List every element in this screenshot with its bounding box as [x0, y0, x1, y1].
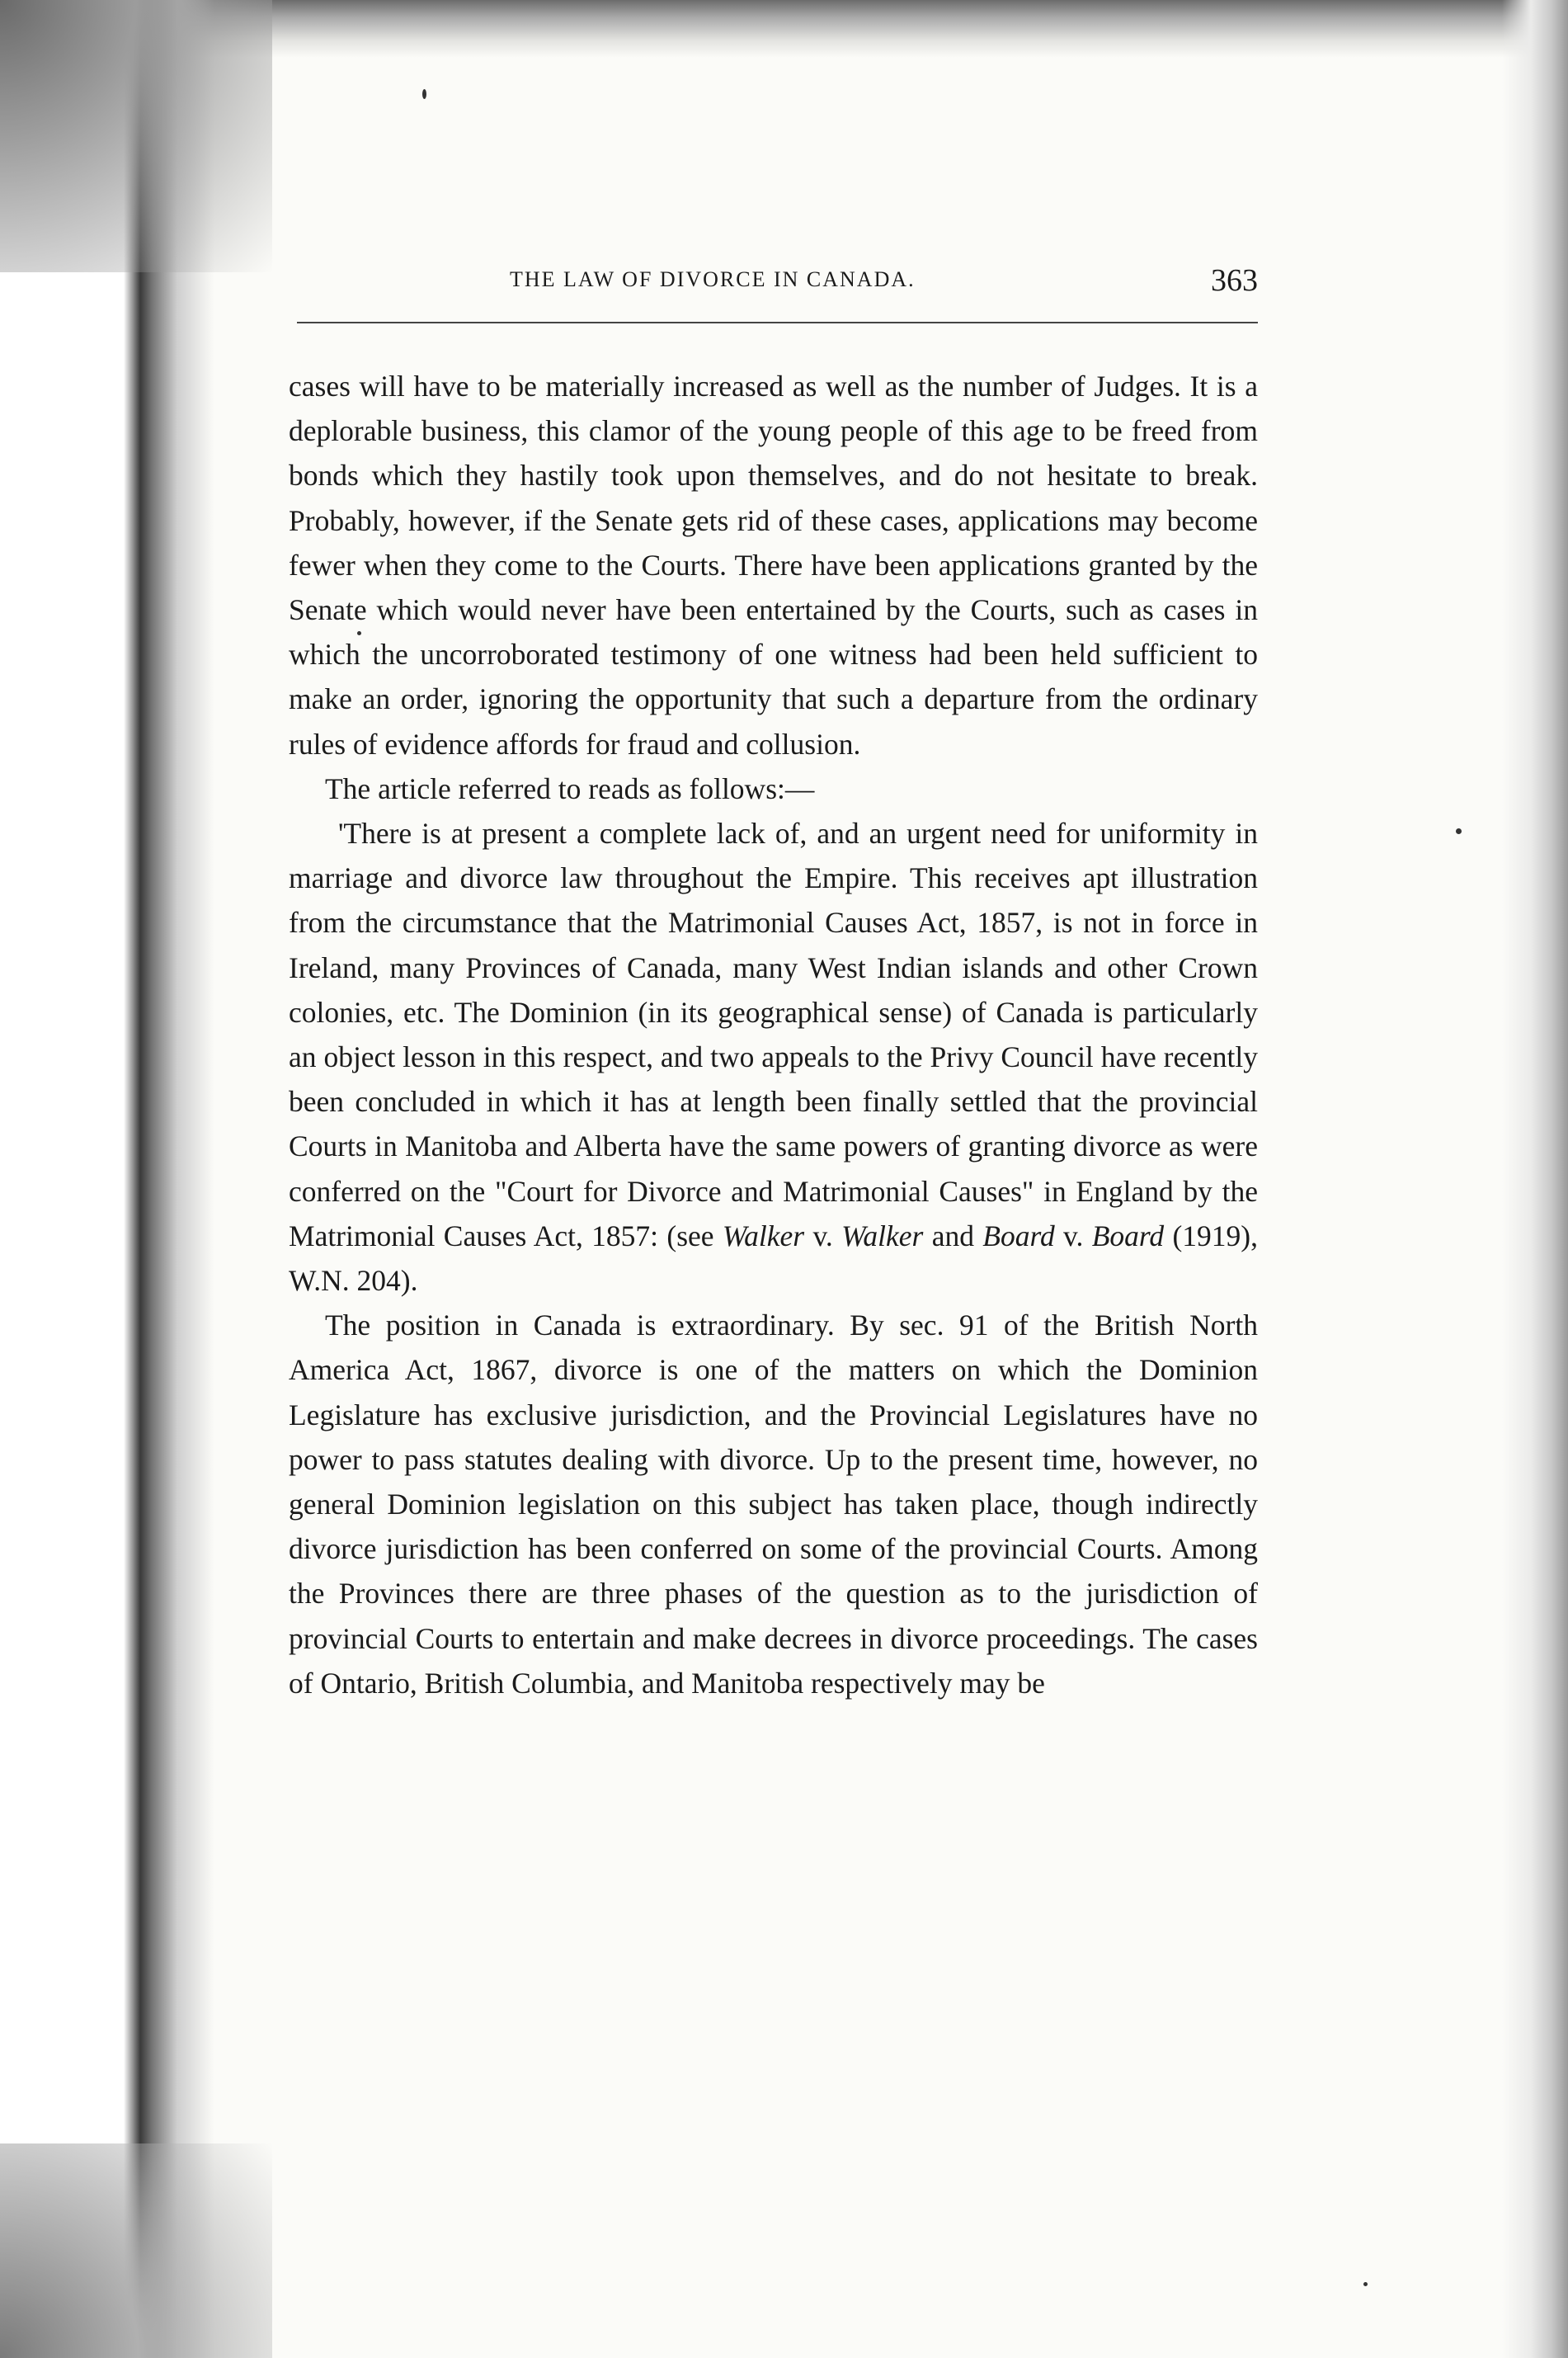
paragraph-continuation: cases will have to be materially increased as well as the number of Judges. It is a deplorable business, this clamor of the young people of this age to be freed from bonds which they hastily took upon themselves, and do not hesitate to break. Probably, however, if the Senate gets rid of these cases, applications may become fewer when they come to the Courts. There have been applications granted by the Senate which would never have been entertained by the Courts, such as cases in which the uncorroborated testimony of one witness had been held sufficient to make an order, ignoring the opportunity that such a departure from the ordinary rules of evidence affords for fraud and collusion. [289, 370, 1258, 761]
page-edge-corner-top [0, 0, 272, 272]
case-name: Board [982, 1219, 1055, 1252]
paragraph-position-in-canada: The position in Canada is extraordinary. By sec. 91 of the British North America Act, 1867, divorce is one of the matters on which the Dominion Legislature has exclusive jurisdiction, and the Provincial Legislatures have no power to pass statutes dealing with divorce. Up to the present time, however, no general Dominion legislation on this subject has taken place, though indirectly divorce jurisdiction has been conferred on some of the provincial Courts. Among the Provinces there are three phases of the question as to the jurisdiction of provincial Courts to entertain and make decrees in divorce proceedings. The cases of Ontario, British Columbia, and Manitoba respectively may be [289, 1309, 1258, 1700]
header-rule [297, 322, 1258, 323]
paragraph-article-intro: The article referred to reads as follows:— [325, 771, 815, 805]
page-edge-left [0, 0, 214, 2358]
page-number: 363 [1211, 263, 1258, 298]
case-name: Walker [841, 1219, 924, 1252]
versus: v. [1054, 1219, 1092, 1252]
quotation-text: 'There is at present a complete lack of, and an urgent need for uniformity in marriage and divorce law throughout the Empire. This receives apt illustration from the circumstance that the Matrimonial Causes Act, 1857, is not in force in Ireland, many Provinces of Canada, many West Indian islands and other Crown colonies, etc. The Dominion (in its geographical sense) of Canada is particularly an object lesson in this respect, and two appeals to the Privy Council have recently been concluded in which it has at length been finally settled that the provincial Courts in Manitoba and Alberta have the same powers of granting divorce as were conferred on the "Court for Divorce and Matrimonial Causes" in England by the Matrimonial Causes Act, 1857: (see [289, 817, 1258, 1252]
citation: (1919), W.N. 204). [289, 1219, 1259, 1298]
case-name: Walker [722, 1219, 805, 1252]
running-head [289, 262, 1258, 312]
paragraph-quotation [289, 811, 1258, 1303]
conjunction: and [923, 1219, 983, 1252]
ink-speck [1456, 828, 1462, 834]
ink-speck [1363, 2282, 1368, 2286]
body-text [289, 364, 1258, 1705]
running-head-title: THE LAW OF DIVORCE IN CANADA. [510, 267, 916, 291]
page-edge-corner-bottom [0, 2143, 272, 2358]
page-edge-right [1502, 0, 1568, 2358]
case-name: Board [1091, 1219, 1165, 1252]
versus: v. [804, 1219, 842, 1252]
ink-speck [422, 89, 426, 99]
